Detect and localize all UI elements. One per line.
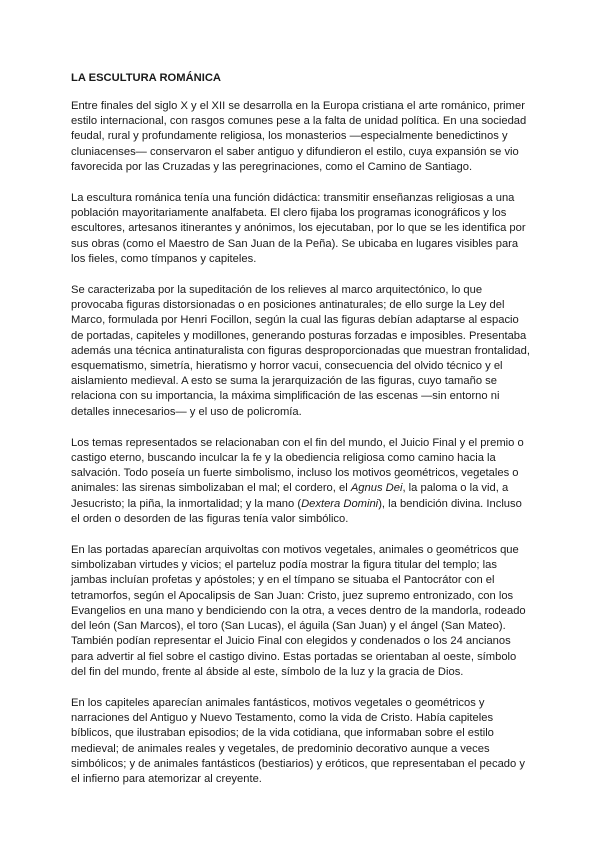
paragraph-text: Los temas representados se relacionaban con el fin del mundo, el Juicio Final y el premio o castigo eterno, buscando inculcar la fe y la obediencia religiosa como camino hacia la salvación. Todo poseía un fuerte simbolismo, incluso los motivos geométricos, vegetales o animales: las sirenas simbolizaban el mal; el cordero, el xyxy=(71,436,524,495)
paragraph-4 xyxy=(71,436,533,527)
paragraph-5 xyxy=(71,543,533,680)
paragraph-6 xyxy=(71,696,533,787)
paragraph-text: En los capiteles aparecían animales fantásticos, motivos vegetales o geométricos y narraciones del Antiguo y Nuevo Testamento, como la vida de Cristo. Había capiteles bíblicos, que ilustraban episodios; de la vida cotidiana, que informaban sobre el estilo medieval; de animales reales y vegetales, de predominio decorativo aunque a veces simbólicos; y de animales fantásticos (bestiarios) y eróticos, que representaban el pecado y el infierno para atemorizar al creyente. xyxy=(71,696,525,785)
paragraph-text: Entre finales del siglo X y el XII se desarrolla en la Europa cristiana el arte románico, primer estilo internacional, con rasgos comunes pese a la falta de unidad política. En una sociedad feudal, rural y profundamente religiosa, los monasterios —especialmente benedictinos y cluniacenses— conservaron el saber antiguo y difundieron el estilo, cuya expansión se vio favorecida por las Cruzadas y las peregrinaciones, como el Camino de Santiago. xyxy=(71,100,527,173)
paragraph-text: En las portadas aparecían arquivoltas con motivos vegetales, animales o geométricos que simbolizaban virtudes y vicios; el parteluz podía mostrar la figura titular del templo; las jambas incluían profetas y apóstoles; y en el tímpano se situaba el Pantocrátor con el tetramorfos, según el Apocalipsis de San Juan: Cristo, juez supremo entronizado, con los Evangelios en una mano y bendiciendo con la otra, a veces dentro de la mandorla, rodeado del león (San Marcos), el toro (San Lucas), el águila (San Juan) y el ángel (San Mateo). También podían representar el Juicio Final con elegidos y condenados o los 24 ancianos para advertir al fiel sobre el castigo divino. Estas portadas se orientaban al oeste, símbolo del fin del mundo, frente al ábside al este, símbolo de la luz y la gracia de Dios. xyxy=(71,544,526,678)
paragraph-text: Se caracterizaba por la supeditación de los relieves al marco arquitectónico, lo que provocaba figuras distorsionadas o en posiciones antinaturales; de ello surge la Ley del Marco, formulada por Henri Focillon, según la cual las figuras debían adaptarse al espacio de portadas, capiteles y modillones, generando posturas forzadas e imposibles. Presentaba además una técnica antinaturalista con figuras desproporcionadas que muestran frontalidad, esquematismo, simetría, hieratismo y horror vacui, consecuencia del olvido técnico y el aislamiento medieval. A esto se suma la jerarquización de las figuras, cuyo tamaño se relaciona con su importancia, la máxima simplificación de las escenas —sin entorno ni detalles innecesarios— y el uso de policromía. xyxy=(71,284,530,418)
italic-text: Dextera Domini xyxy=(301,497,379,510)
paragraph-1 xyxy=(71,99,533,175)
paragraph-3 xyxy=(71,283,533,420)
italic-text: Agnus Dei xyxy=(350,482,403,495)
paragraph-2 xyxy=(71,191,533,267)
paragraph-text: , la paloma o la vid, a Jesucristo; la piña, la inmortalidad; y la mano ( xyxy=(71,482,509,510)
document-title: LA ESCULTURA ROMÁNICA xyxy=(71,72,221,84)
paragraph-text: La escultura románica tenía una función didáctica: transmitir enseñanzas religiosas a una población mayoritariamente analfabeta. El clero fijaba los programas iconográficos y los escultores, artesanos itinerantes y anónimos, los ejecutaban, por lo que se les identifica por sus obras (como el Maestro de San Juan de la Peña). Se ubicaba en lugares visibles para los fieles, como tímpanos y capiteles. xyxy=(71,192,526,265)
paragraph-text: ), la bendición divina. Incluso el orden o desorden de las figuras tenía valor simbólico. xyxy=(71,497,522,525)
document-page xyxy=(71,71,533,803)
document-body xyxy=(71,99,533,787)
